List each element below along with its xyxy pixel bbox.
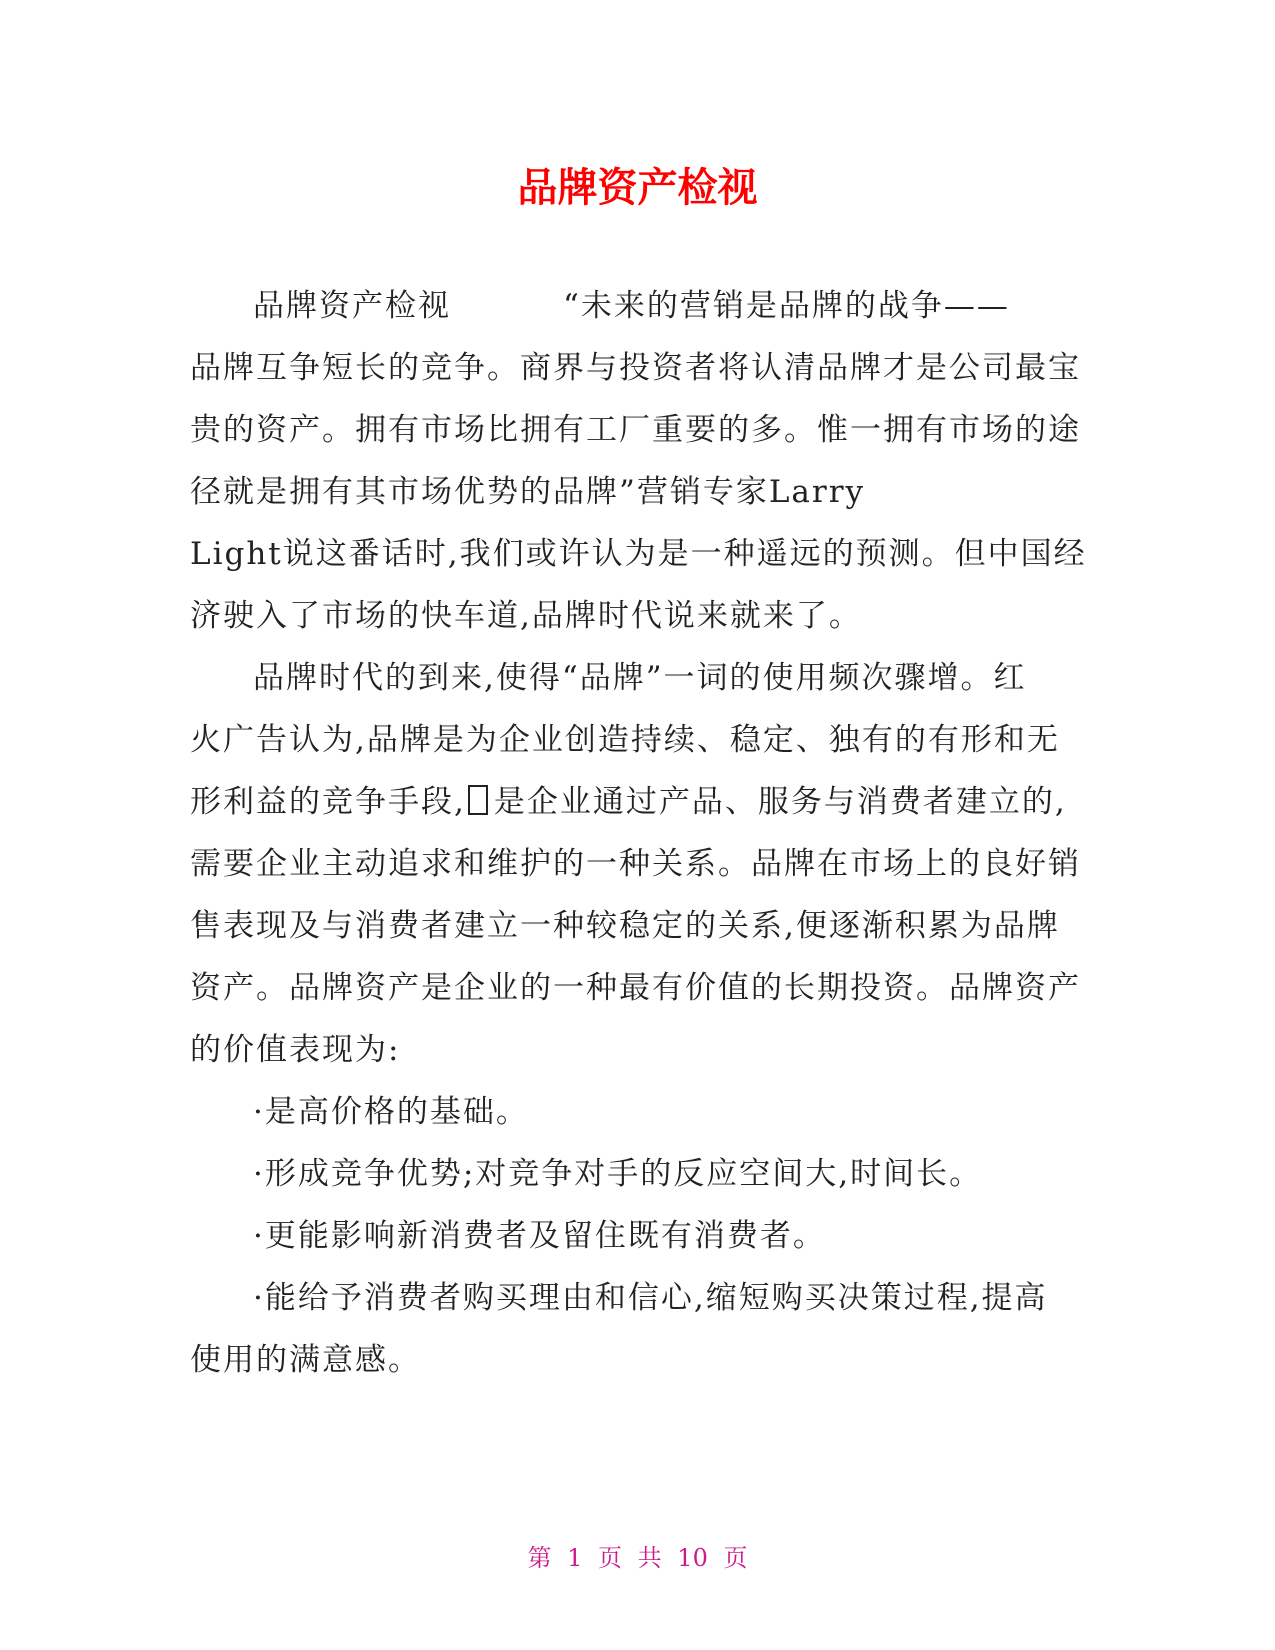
bullet-item-4-continuation: 使用的满意感。	[190, 1342, 421, 1378]
para2-line-4: 需要企业主动追求和维护的一种关系。品牌在市场上的良好销	[190, 846, 1081, 882]
missing-glyph-box-icon	[468, 785, 488, 815]
para1-line-2: 贵的资产。拥有市场比拥有工厂重要的多。惟一拥有市场的途	[190, 412, 1081, 448]
bullet-item-2: ·形成竞争优势;对竞争对手的反应空间大,时间长。	[253, 1156, 983, 1192]
document-title: 品牌资产检视	[517, 165, 758, 211]
bullet-item-4: ·能给予消费者购买理由和信心,缩短购买决策过程,提高	[253, 1280, 1048, 1316]
para2-line-3-after: 是企业通过产品、服务与消费者建立的,	[493, 784, 1067, 820]
para1-line-5: 济驶入了市场的快车道,品牌时代说来就来了。	[190, 598, 862, 634]
para2-line-1: 品牌时代的到来,使得“品牌”一词的使用频次骤增。红	[253, 660, 1027, 696]
para2-line-3-before: 形利益的竞争手段,	[190, 784, 466, 820]
para1-line-1: 品牌互争短长的竞争。商界与投资者将认清品牌才是公司最宝	[190, 350, 1081, 386]
page-footer: 第 1 页 共 10 页	[527, 1544, 748, 1572]
bullet-item-3: ·更能影响新消费者及留住既有消费者。	[253, 1218, 826, 1254]
bullet-item-1: ·是高价格的基础。	[253, 1094, 529, 1130]
para1-line-3: 径就是拥有其市场优势的品牌”营销专家Larry	[190, 474, 866, 510]
para2-line-7: 的价值表现为:	[190, 1032, 401, 1068]
para2-line-2: 火广告认为,品牌是为企业创造持续、稳定、独有的有形和无	[190, 722, 1060, 758]
para2-line-6: 资产。品牌资产是企业的一种最有价值的长期投资。品牌资产	[190, 970, 1081, 1006]
para2-line-5: 售表现及与消费者建立一种较稳定的关系,便逐渐积累为品牌	[190, 908, 1060, 944]
para1-line-4: Light说这番话时,我们或许认为是一种遥远的预测。但中国经	[190, 536, 1087, 572]
para1-lead: 品牌资产检视	[253, 288, 451, 324]
para2-line-3	[190, 780, 1067, 824]
para1-quote-start: “未来的营销是品牌的战争——	[563, 288, 1010, 324]
